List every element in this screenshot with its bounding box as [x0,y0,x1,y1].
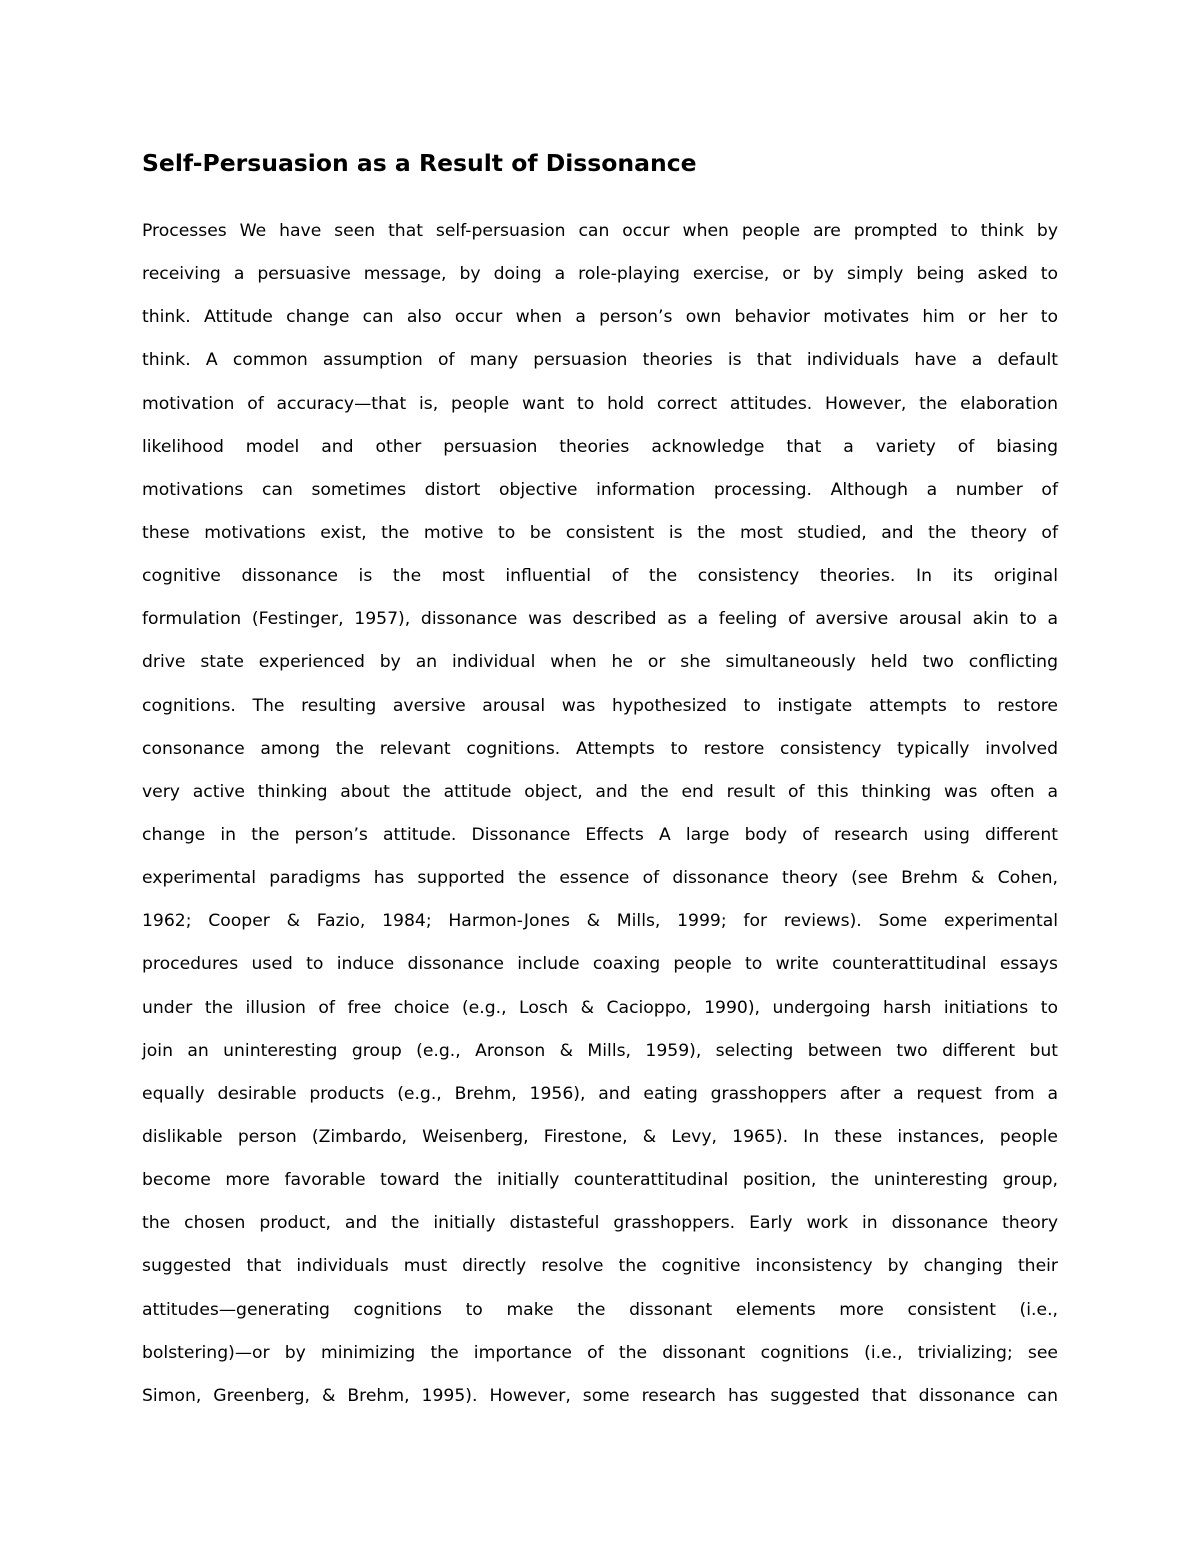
text-line: consonance among the relevant cognitions. Attempts to restore consistency typically involved [142,738,1058,759]
text-line: under the illusion of free choice (e.g., Losch & Cacioppo, 1990), undergoing harsh initiations to [142,997,1058,1018]
text-line: Processes We have seen that self-persuasion can occur when people are prompted to think by [142,221,1058,241]
text-line: drive state experienced by an individual when he or she simultaneously held two conflicting [142,652,1058,673]
text-line: cognitive dissonance is the most influential of the consistency theories. In its original [142,566,1058,587]
text-line: the chosen product, and the initially distasteful grasshoppers. Early work in dissonance theory [142,1213,1058,1234]
text-line: dislikable person (Zimbardo, Weisenberg, Firestone, & Levy, 1965). In these instances, people [142,1126,1058,1147]
text-line: bolstering)—or by minimizing the importance of the dissonant cognitions (i.e., trivializing; see [142,1342,1058,1363]
text-line: think. A common assumption of many persuasion theories is that individuals have a default [142,350,1058,371]
body-paragraph [142,210,1058,1418]
text-line: experimental paradigms has supported the essence of dissonance theory (see Brehm & Cohen, [142,868,1058,889]
text-line: receiving a persuasive message, by doing a role-playing exercise, or by simply being asked to [142,264,1058,285]
text-line: motivation of accuracy—that is, people want to hold correct attitudes. However, the elaboration [142,393,1058,414]
text-line: become more favorable toward the initially counterattitudinal position, the uninteresting group, [142,1170,1058,1191]
text-line: likelihood model and other persuasion theories acknowledge that a variety of biasing [142,436,1058,457]
text-line: cognitions. The resulting aversive arousal was hypothesized to instigate attempts to restore [142,695,1058,716]
document-title: Self-Persuasion as a Result of Dissonance [142,149,697,177]
text-line: suggested that individuals must directly resolve the cognitive inconsistency by changing their [142,1256,1058,1277]
text-line: these motivations exist, the motive to be consistent is the most studied, and the theory of [142,522,1058,543]
text-line: formulation (Festinger, 1957), dissonance was described as a feeling of aversive arousal akin to a [142,609,1058,630]
text-line: think. Attitude change can also occur when a person’s own behavior motivates him or her to [142,307,1058,328]
text-line: procedures used to induce dissonance include coaxing people to write counterattitudinal essays [142,954,1058,975]
text-line: join an uninteresting group (e.g., Aronson & Mills, 1959), selecting between two different but [142,1040,1058,1061]
text-line: change in the person’s attitude. Dissonance Effects A large body of research using different [142,824,1058,845]
text-line: equally desirable products (e.g., Brehm, 1956), and eating grasshoppers after a request from a [142,1083,1058,1104]
text-line: Simon, Greenberg, & Brehm, 1995). However, some research has suggested that dissonance can [142,1385,1058,1406]
text-line: attitudes—generating cognitions to make the dissonant elements more consistent (i.e., [142,1299,1058,1320]
text-line: motivations can sometimes distort objective information processing. Although a number of [142,479,1058,500]
text-line: very active thinking about the attitude object, and the end result of this thinking was often a [142,781,1058,802]
text-line: 1962; Cooper & Fazio, 1984; Harmon-Jones & Mills, 1999; for reviews). Some experimental [142,911,1058,932]
